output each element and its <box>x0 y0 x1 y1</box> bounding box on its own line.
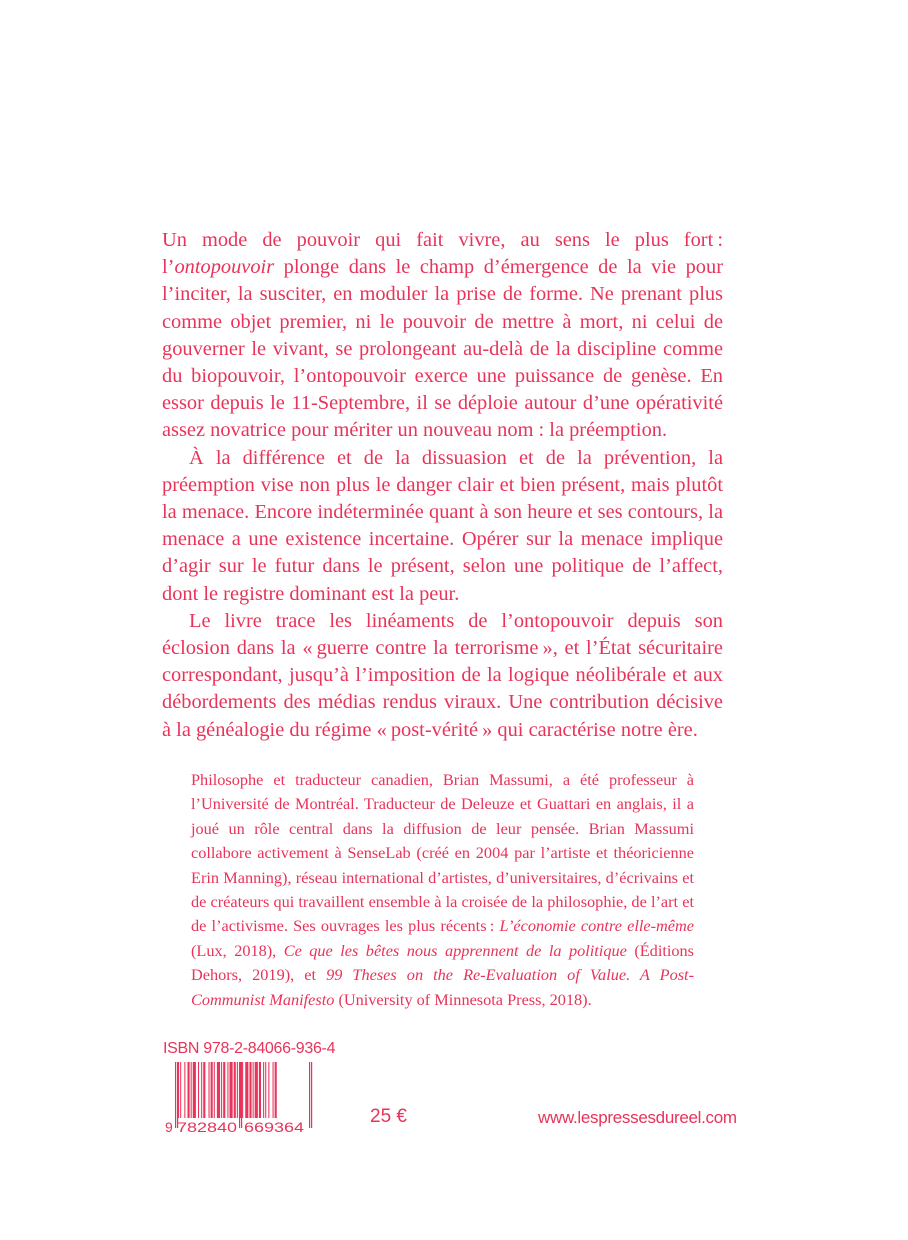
text-run-4: (Éditions Dehors, 2019), et <box>191 940 695 985</box>
blurb-paragraph-3: Le livre trace les linéaments de l’ontopouvoir depuis son éclosion dans la « guerre contre la terrorisme », et l’État sécuritaire correspondant, jusqu’à l’imposition de la logique néolibérale et aux débordements des médias rendus viraux. Une contribution décisive à la généalogie du régime « post-vérité » qui caractérise notre ère. <box>162 609 723 741</box>
barcode-bar <box>227 1062 228 1118</box>
italic-title-5: 99 Theses on the Re-Evaluation of Value. A Post-Communist Manifesto <box>191 965 694 1009</box>
author-bio <box>191 768 694 1012</box>
text-run-2: plonge dans le champ d’émergence de la vie pour l’inciter, la susciter, en moduler la prise de forme. Ne prenant plus comme objet premier, ni le pouvoir de mettre à mort, ni celui de gouverner le vivant, se prolongeant au-delà de la discipline comme du biopouvoir, l’ontopouvoir exerce une puissance de genèse. En essor depuis le 11-Septembre, il se déploie autour d’une opérativité assez novatrice pour mériter un nouveau nom : la préemption. <box>162 256 723 442</box>
barcode-bar <box>253 1062 254 1118</box>
blurb-paragraph-2: À la différence et de la dissuasion et de la prévention, la préemption vise non plus le danger clair et bien présent, mais plutôt la menace. Encore indéterminée quant à son heure et ses contours, la menace a une existence incertaine. Opérer sur la menace implique d’agir sur le futur dans le présent, selon une politique de l’affect, dont le registre dominant est la peur. <box>162 446 723 605</box>
barcode-digit-lead: 9 <box>165 1119 173 1134</box>
barcode-graphic <box>164 1062 314 1134</box>
barcode-bar <box>249 1062 251 1118</box>
text-run-6: (University of Minnesota Press, 2018). <box>334 989 592 1009</box>
barcode-bar <box>188 1062 190 1118</box>
barcode-bar <box>268 1062 269 1118</box>
barcode-digits-left: 782840 <box>177 1119 238 1134</box>
barcode-bar <box>230 1062 233 1118</box>
italic-title-1: L’économie contre elle-même <box>499 916 694 936</box>
barcode-bar <box>255 1062 258 1118</box>
barcode-bar <box>214 1062 215 1118</box>
author-bio-text <box>191 768 694 1012</box>
barcode-bar <box>201 1062 202 1118</box>
barcode-bar <box>211 1062 213 1118</box>
barcode-bar <box>245 1062 248 1118</box>
barcode-bar <box>209 1062 210 1118</box>
barcode-digits-right: 669364 <box>244 1119 305 1134</box>
barcode-bar <box>237 1062 238 1118</box>
barcode-bar <box>223 1062 225 1118</box>
text-run-2: (Lux, 2018), <box>191 940 284 960</box>
barcode-bar <box>180 1062 181 1118</box>
barcode-bar <box>242 1062 243 1118</box>
barcode <box>164 1062 314 1134</box>
barcode-guard-bar <box>309 1062 310 1128</box>
italic-title-1: ontopouvoir <box>174 256 275 279</box>
barcode-bar <box>221 1062 222 1118</box>
barcode-bar <box>265 1062 266 1118</box>
publisher-website[interactable]: www.lespressesdureel.com <box>538 1108 737 1127</box>
isbn-number: ISBN 978-2-84066-936-4 <box>163 1040 336 1057</box>
barcode-bar <box>273 1062 274 1118</box>
text-run-0: Philosophe et traducteur canadien, Brian Massumi, a été professeur à l’Université de Montréal. Traducteur de Deleuze et Guattari en anglais, il a joué un rôle central dans la diffusion de leur pensée. Brian Massumi collabore activement à SenseLab (créé en 2004 par l’artiste et théoricienne Erin Manning), réseau international d’artistes, d’universitaires, d’écrivains et de créateurs qui travaillent ensemble à la croisée de la philosophie, de l’art et de l’activisme. Ses ouvrages les plus récents : <box>191 770 694 936</box>
barcode-guard-bar <box>239 1062 240 1128</box>
italic-title-3: Ce que les bêtes nous apprennent de la politique <box>283 940 627 960</box>
price: 25 € <box>370 1106 407 1127</box>
barcode-bar <box>193 1062 196 1118</box>
barcode-bar <box>275 1062 277 1118</box>
barcode-bar <box>259 1062 261 1118</box>
barcode-bar <box>217 1062 220 1118</box>
barcode-bar <box>263 1062 264 1118</box>
text-run-0: Un mode de pouvoir qui fait vivre, au sens le plus fort : l’ <box>162 229 723 279</box>
back-cover-blurb <box>162 227 723 744</box>
barcode-bar <box>191 1062 192 1118</box>
barcode-bar <box>234 1062 236 1118</box>
barcode-bar <box>177 1062 179 1118</box>
blurb-paragraph-1 <box>162 227 723 445</box>
barcode-guard-bar <box>241 1062 242 1128</box>
barcode-bar <box>184 1062 185 1118</box>
barcode-guard-bar <box>311 1062 312 1128</box>
barcode-bar <box>203 1062 205 1118</box>
barcode-bar <box>198 1062 199 1118</box>
